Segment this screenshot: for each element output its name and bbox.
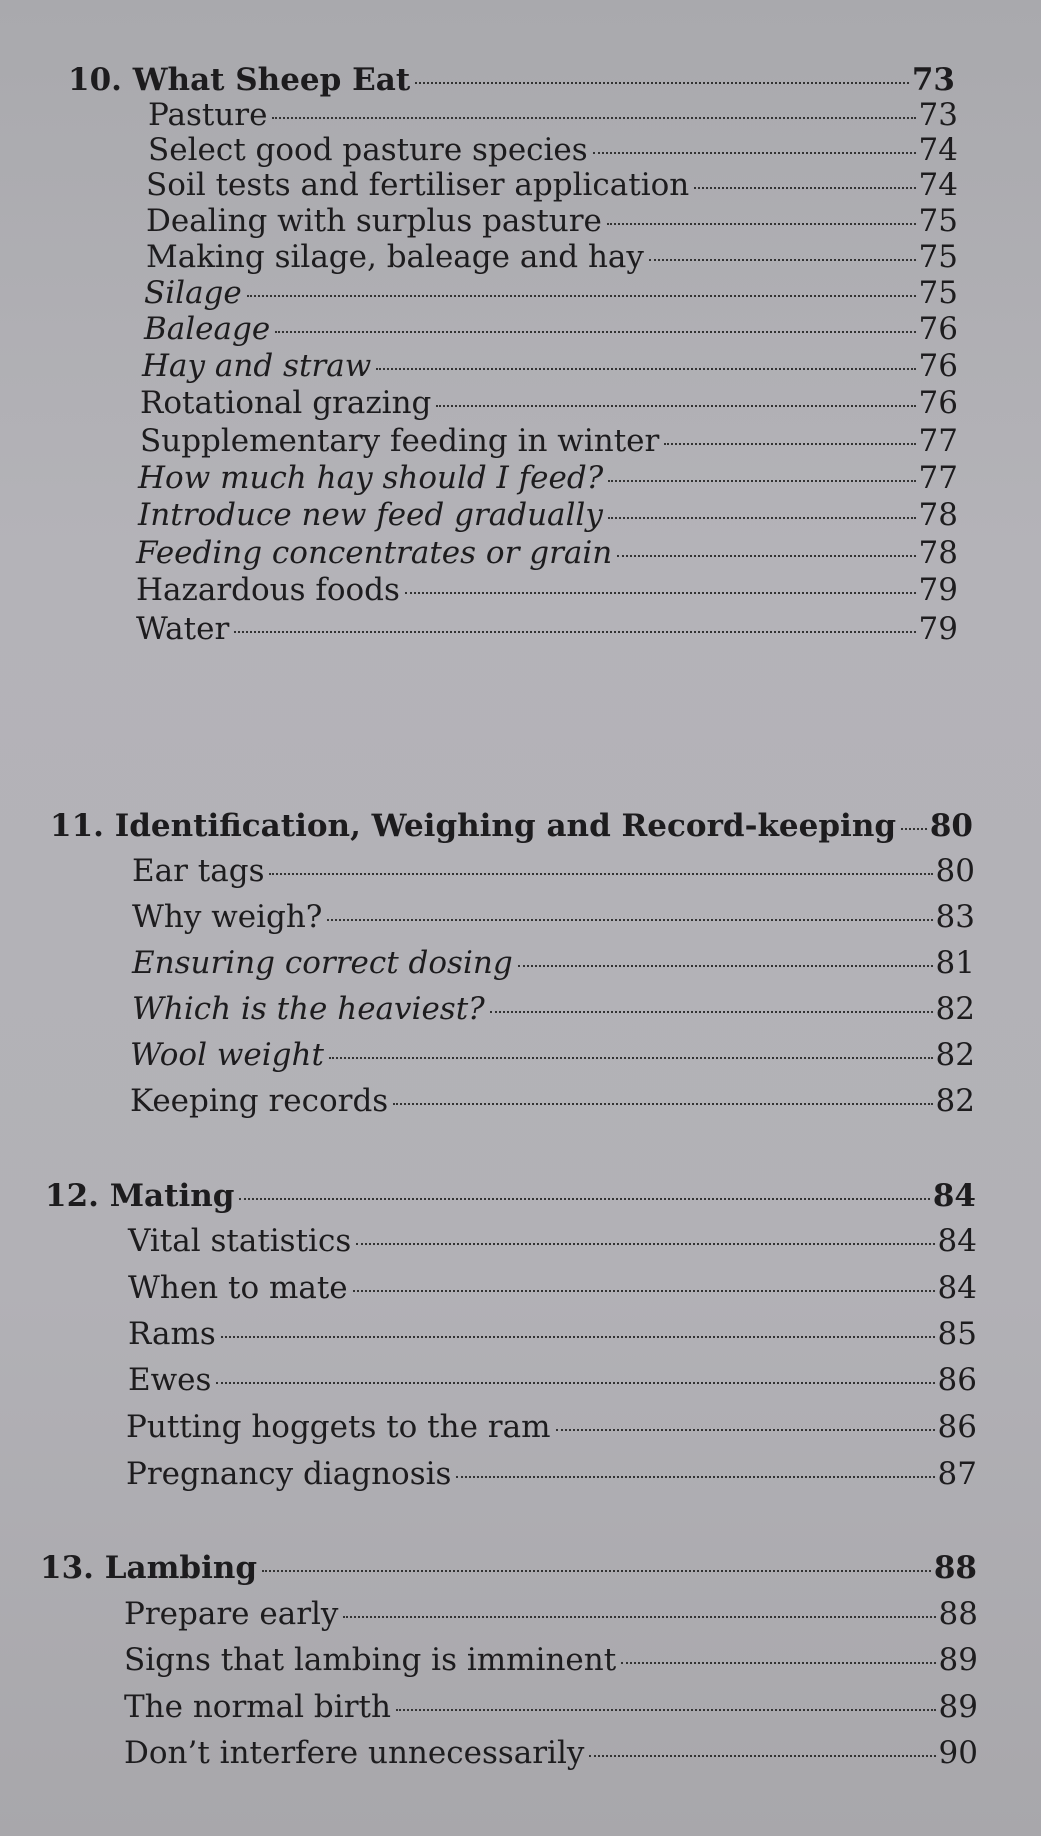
toc-entry-page-number: 79 <box>918 572 958 608</box>
dot-leader <box>396 1709 936 1711</box>
toc-entry <box>136 572 958 608</box>
toc-entry-label: Ewes <box>128 1362 212 1398</box>
dot-leader <box>608 480 915 482</box>
chapter-heading-label: 10. What Sheep Eat <box>68 62 411 98</box>
toc-entry-label: Putting hoggets to the ram <box>126 1409 551 1445</box>
dot-leader <box>272 117 915 119</box>
toc-entry-label: Introduce new feed gradually <box>138 497 603 533</box>
toc-entry-page-number: 78 <box>918 497 958 533</box>
toc-entry-label: Ear tags <box>132 853 265 889</box>
toc-entry-label: Ensuring correct dosing <box>132 945 513 981</box>
toc-entry-page-number: 77 <box>918 460 958 496</box>
toc-entry-page-number: 84 <box>937 1270 977 1306</box>
chapter-heading-label: 11. Identification, Weighing and Record-keeping <box>50 808 897 844</box>
toc-entry-page-number: 90 <box>938 1735 978 1771</box>
toc-entry-label: The normal birth <box>124 1689 391 1725</box>
toc-entry-label: Which is the heaviest? <box>132 991 485 1027</box>
toc-entry <box>130 1083 975 1119</box>
toc-entry-page-number: 88 <box>938 1596 978 1632</box>
dot-leader <box>353 1290 935 1292</box>
toc-entry-page-number: 86 <box>937 1362 977 1398</box>
toc-entry <box>146 239 958 275</box>
toc-entry-page-number: 78 <box>918 535 958 571</box>
toc-entry-page-number: 81 <box>935 945 975 981</box>
toc-entry <box>146 167 958 203</box>
toc-entry-label: Dealing with surplus pasture <box>146 203 602 239</box>
toc-entry <box>130 1037 975 1073</box>
dot-leader <box>415 82 909 84</box>
toc-entry-label: Rotational grazing <box>140 385 432 421</box>
toc-entry-label: Prepare early <box>124 1596 339 1632</box>
dot-leader <box>589 1755 935 1757</box>
dot-leader <box>239 1198 929 1200</box>
toc-entry-page-number: 76 <box>918 311 958 347</box>
toc-entry <box>132 899 975 935</box>
toc-entry-page-number: 73 <box>918 97 958 133</box>
toc-entry-label: When to mate <box>128 1270 348 1306</box>
toc-entry <box>140 385 958 421</box>
toc-entry-label: Feeding concentrates or grain <box>136 535 613 571</box>
toc-entry-label: Keeping records <box>130 1083 389 1119</box>
toc-entry-label: Select good pasture species <box>148 132 588 168</box>
dot-leader <box>329 1057 933 1059</box>
toc-entry <box>128 1362 977 1398</box>
toc-entry <box>138 460 958 496</box>
toc-entry-label: Soil tests and fertiliser application <box>146 167 690 203</box>
dot-leader <box>649 259 916 261</box>
dot-leader <box>901 828 927 830</box>
toc-entry <box>124 1689 978 1725</box>
toc-entry-label: Hazardous foods <box>136 572 400 608</box>
dot-leader <box>664 443 915 445</box>
dot-leader <box>343 1616 935 1618</box>
dot-leader <box>490 1011 933 1013</box>
dot-leader <box>617 555 915 557</box>
toc-entry-label: Pasture <box>148 97 268 133</box>
toc-entry-page-number: 79 <box>918 611 958 647</box>
toc-entry-page-number: 82 <box>935 1037 975 1073</box>
toc-entry <box>126 1409 977 1445</box>
dot-leader <box>608 517 916 519</box>
toc-entry-page-number: 89 <box>938 1642 978 1678</box>
dot-leader <box>393 1103 932 1105</box>
chapter-heading-page-number: 84 <box>932 1178 976 1214</box>
toc-entry-label: Don’t interfere unnecessarily <box>124 1735 585 1771</box>
toc-entry-page-number: 83 <box>935 899 975 935</box>
dot-leader <box>607 223 916 225</box>
toc-entry-page-number: 84 <box>937 1223 977 1259</box>
toc-entry <box>144 311 958 347</box>
dot-leader <box>356 1243 934 1245</box>
dot-leader <box>247 295 916 297</box>
toc-entry-page-number: 82 <box>935 991 975 1027</box>
dot-leader <box>436 405 915 407</box>
chapter-heading <box>45 1178 976 1214</box>
toc-entry-label: Water <box>136 611 230 647</box>
toc-entry <box>128 1316 977 1352</box>
toc-entry <box>146 203 958 239</box>
toc-entry-label: Hay and straw <box>142 348 372 384</box>
toc-entry <box>138 497 958 533</box>
toc-entry <box>136 611 958 647</box>
toc-entry-label: Supplementary feeding in winter <box>140 423 660 459</box>
toc-entry-label: Silage <box>144 275 242 311</box>
toc-entry-label: Pregnancy diagnosis <box>126 1456 452 1492</box>
toc-entry <box>124 1596 978 1632</box>
toc-entry <box>140 423 958 459</box>
toc-entry-page-number: 75 <box>918 239 958 275</box>
toc-entry-label: Signs that lambing is imminent <box>124 1642 617 1678</box>
toc-entry-page-number: 76 <box>918 348 958 384</box>
toc-entry-page-number: 75 <box>918 203 958 239</box>
dot-leader <box>275 331 915 333</box>
toc-entry <box>132 945 975 981</box>
toc-entry-page-number: 82 <box>935 1083 975 1119</box>
dot-leader <box>234 631 915 633</box>
toc-entry-page-number: 80 <box>935 853 975 889</box>
toc-entry-label: Vital statistics <box>128 1223 352 1259</box>
toc-entry <box>128 1270 977 1306</box>
toc-entry-page-number: 75 <box>918 275 958 311</box>
toc-entry-page-number: 89 <box>938 1689 978 1725</box>
toc-entry-page-number: 77 <box>918 423 958 459</box>
toc-entry-label: Baleage <box>144 311 271 347</box>
dot-leader <box>327 919 932 921</box>
chapter-heading-page-number: 73 <box>911 62 955 98</box>
dot-leader <box>593 152 916 154</box>
chapter-heading <box>50 808 973 844</box>
dot-leader <box>221 1336 935 1338</box>
toc-entry-label: How much hay should I feed? <box>138 460 604 496</box>
dot-leader <box>556 1429 935 1431</box>
toc-entry-page-number: 85 <box>937 1316 977 1352</box>
dot-leader <box>621 1662 935 1664</box>
chapter-heading-page-number: 88 <box>933 1550 977 1586</box>
toc-entry <box>124 1735 978 1771</box>
chapter-heading-label: 12. Mating <box>45 1178 235 1214</box>
chapter-heading-label: 13. Lambing <box>40 1550 258 1586</box>
dot-leader <box>456 1476 934 1478</box>
toc-entry <box>142 348 958 384</box>
toc-entry <box>132 853 975 889</box>
dot-leader <box>405 592 916 594</box>
chapter-heading-page-number: 80 <box>929 808 973 844</box>
toc-entry-label: Rams <box>128 1316 216 1352</box>
toc-entry-page-number: 74 <box>918 132 958 168</box>
dot-leader <box>376 368 915 370</box>
chapter-heading <box>68 62 955 98</box>
dot-leader <box>518 965 933 967</box>
toc-entry-page-number: 74 <box>918 167 958 203</box>
toc-entry <box>144 275 958 311</box>
toc-entry <box>124 1642 978 1678</box>
dot-leader <box>216 1382 934 1384</box>
toc-entry <box>148 97 958 133</box>
dot-leader <box>694 187 915 189</box>
chapter-heading <box>40 1550 977 1586</box>
toc-entry-label: Making silage, baleage and hay <box>146 239 644 275</box>
dot-leader <box>262 1570 931 1572</box>
toc-entry <box>136 535 958 571</box>
dot-leader <box>269 873 932 875</box>
toc-entry <box>148 132 958 168</box>
toc-entry-page-number: 86 <box>937 1409 977 1445</box>
toc-entry-label: Wool weight <box>130 1037 324 1073</box>
toc-entry-page-number: 87 <box>937 1456 977 1492</box>
toc-entry <box>132 991 975 1027</box>
toc-entry <box>126 1456 977 1492</box>
toc-entry <box>128 1223 977 1259</box>
toc-entry-page-number: 76 <box>918 385 958 421</box>
toc-entry-label: Why weigh? <box>132 899 323 935</box>
